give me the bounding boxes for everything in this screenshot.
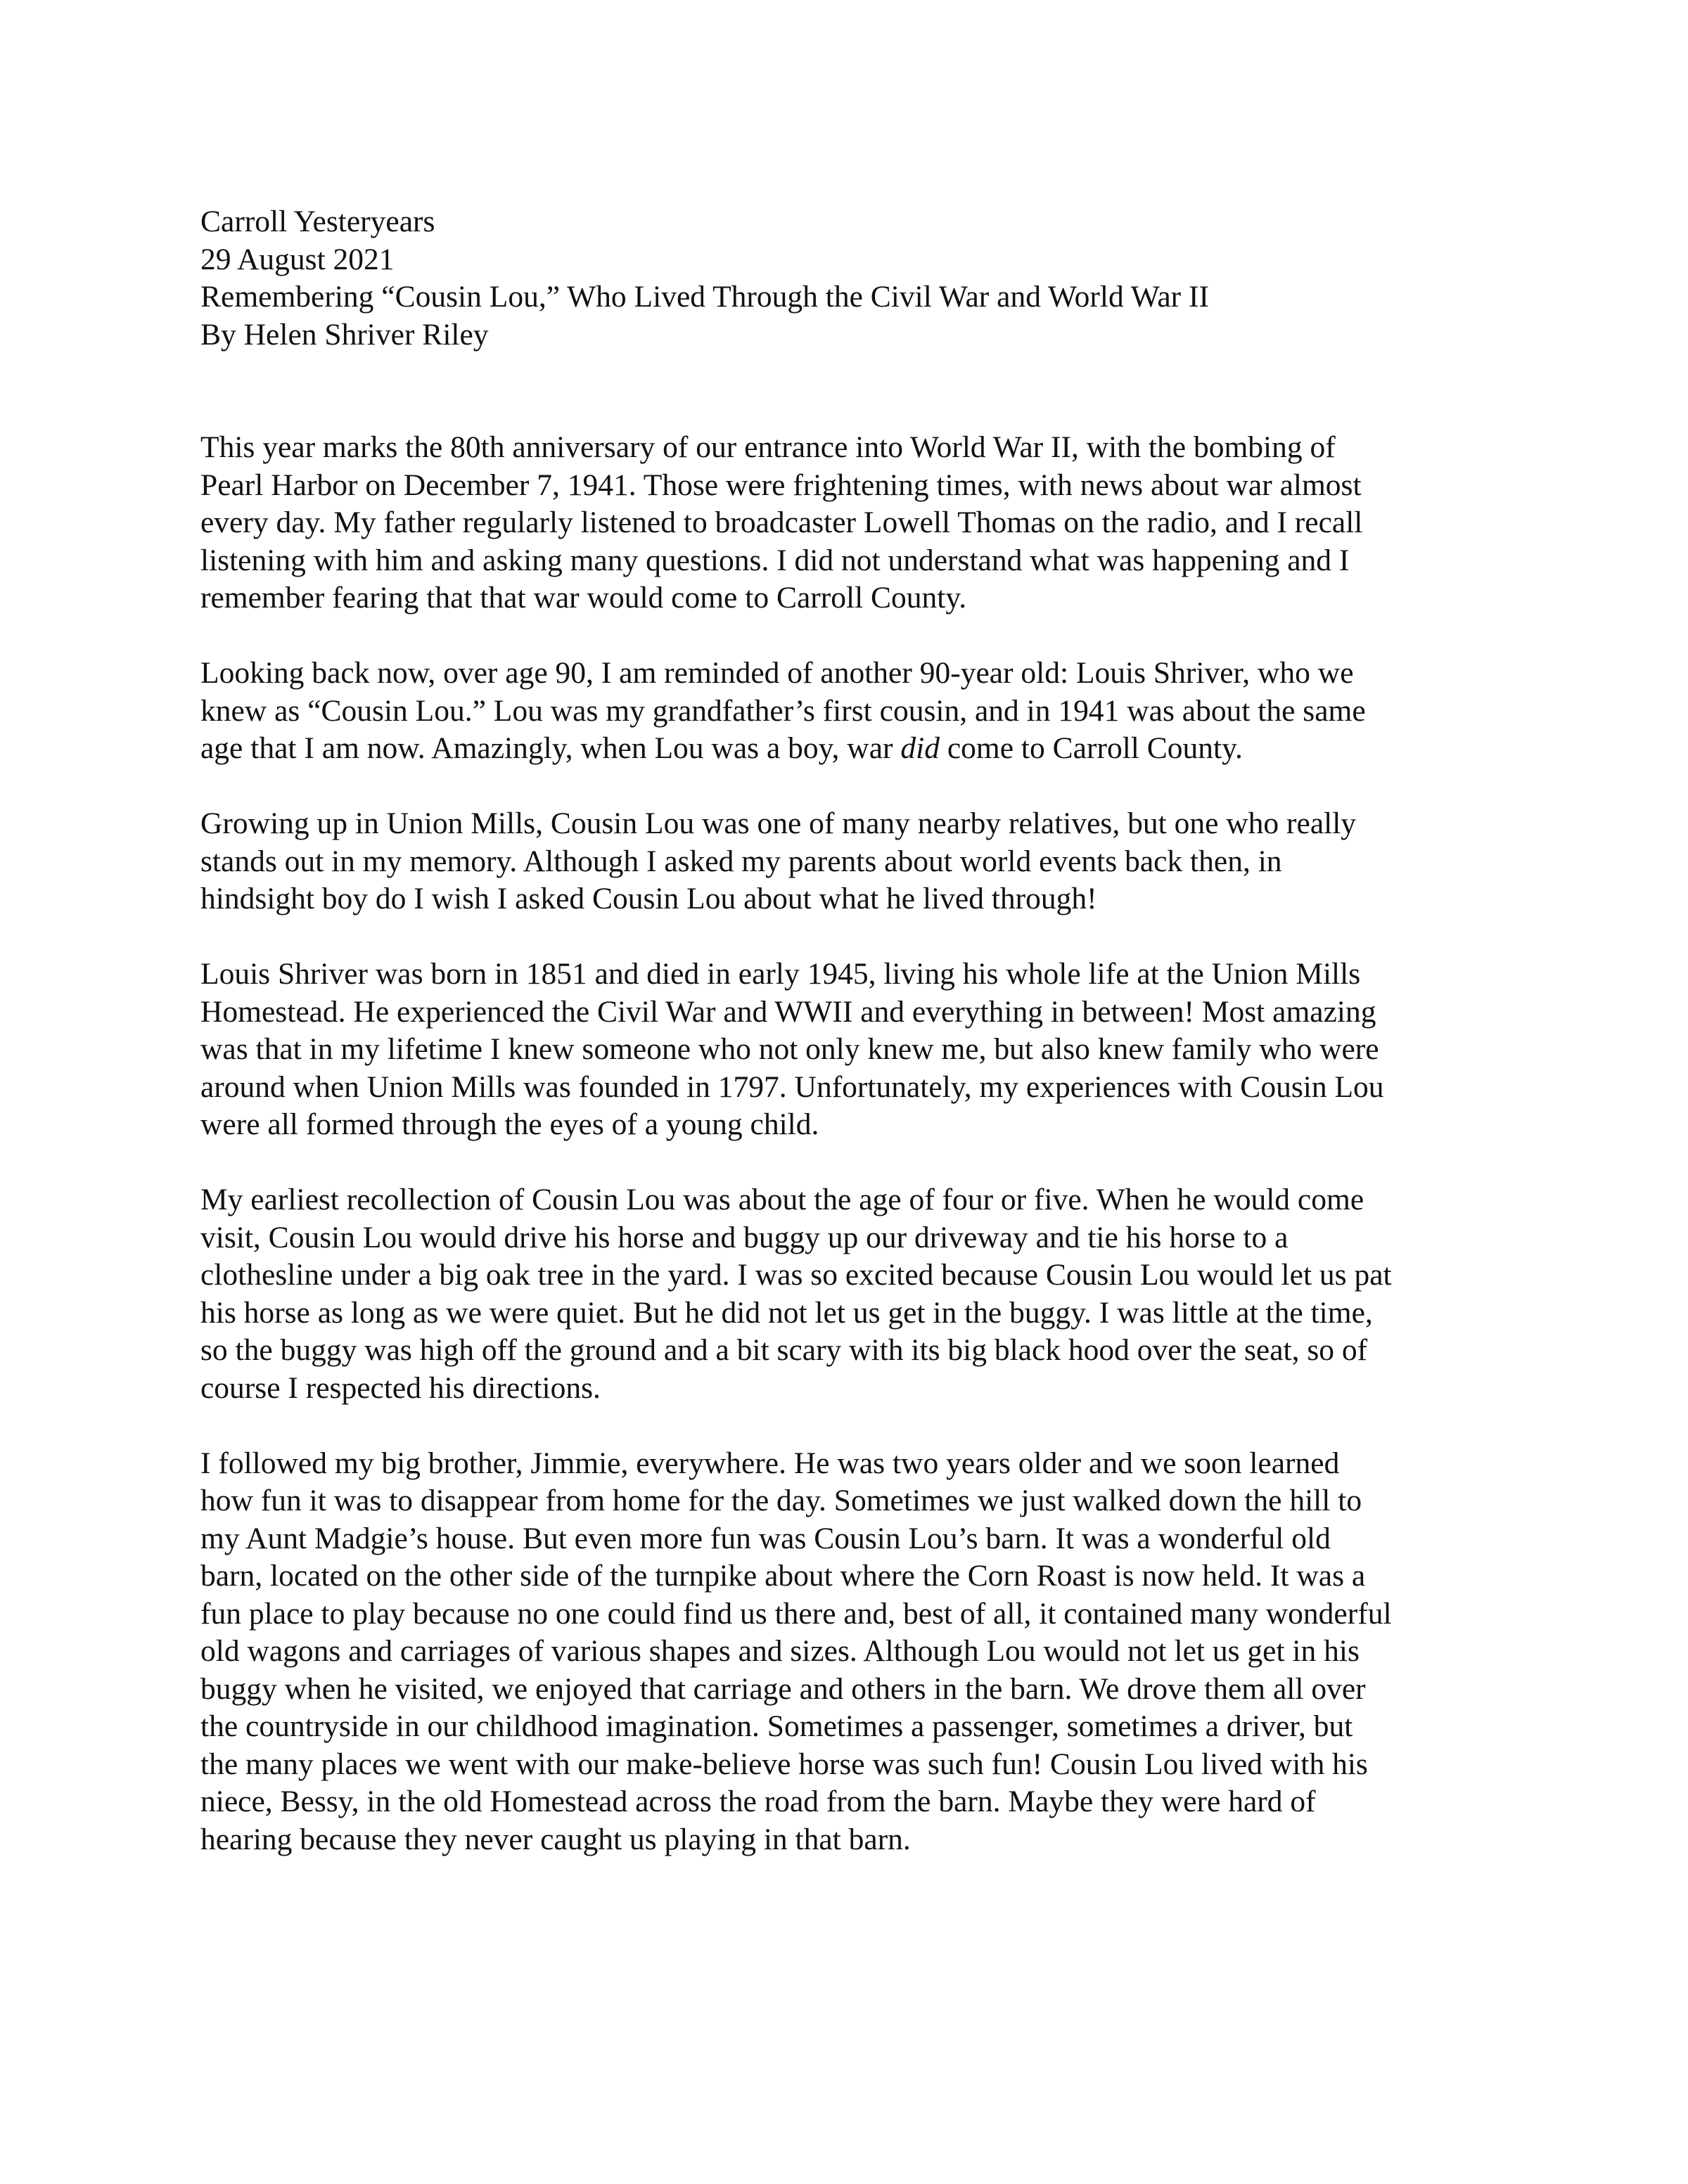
text-line: barn, located on the other side of the turnpike about where the Corn Roast is now held. It was a <box>200 1559 1366 1593</box>
text-line: were all formed through the eyes of a young child. <box>200 1107 819 1141</box>
paragraph-6 <box>200 1445 1509 1859</box>
article-title: Remembering “Cousin Lou,” Who Lived Through the Civil War and World War II <box>200 280 1209 314</box>
text-line: old wagons and carriages of various shapes and sizes. Although Lou would not let us get in his <box>200 1634 1360 1668</box>
text-line: my Aunt Madgie’s house. But even more fun was Cousin Lou’s barn. It was a wonderful old <box>200 1521 1331 1555</box>
text-line: hearing because they never caught us playing in that barn. <box>200 1822 911 1856</box>
article-date: 29 August 2021 <box>200 242 395 276</box>
article-header <box>200 203 1509 354</box>
text-line: remember fearing that that war would come to Carroll County. <box>200 581 967 615</box>
paragraph-2 <box>200 655 1509 768</box>
text-line: niece, Bessy, in the old Homestead across the road from the barn. Maybe they were hard of <box>200 1785 1316 1818</box>
text-line: My earliest recollection of Cousin Lou was about the age of four or five. When he would come <box>200 1183 1364 1216</box>
article-body <box>200 203 1509 1896</box>
italic-emphasis: did <box>900 731 940 765</box>
article-byline: By Helen Shriver Riley <box>200 317 489 352</box>
text-line: the many places we went with our make-believe horse was such fun! Cousin Lou lived with his <box>200 1747 1368 1781</box>
text-line: listening with him and asking many questions. I did not understand what was happening and I <box>200 543 1350 577</box>
text-line: Growing up in Union Mills, Cousin Lou was one of many nearby relatives, but one who really <box>200 807 1357 840</box>
text-line: stands out in my memory. Although I asked my parents about world events back then, in <box>200 844 1282 878</box>
text-line: hindsight boy do I wish I asked Cousin Lou about what he lived through! <box>200 882 1097 916</box>
text-line: how fun it was to disappear from home for the day. Sometimes we just walked down the hill to <box>200 1484 1362 1517</box>
text-line <box>200 730 1509 768</box>
text-line: I followed my big brother, Jimmie, everywhere. He was two years older and we soon learned <box>200 1446 1340 1480</box>
paragraph-3 <box>200 805 1509 918</box>
text-line: knew as “Cousin Lou.” Lou was my grandfather’s first cousin, and in 1941 was about the same <box>200 693 1366 728</box>
paragraph-4 <box>200 956 1509 1144</box>
text-line: Homestead. He experienced the Civil War and WWII and everything in between! Most amazing <box>200 994 1376 1029</box>
text-line: visit, Cousin Lou would drive his horse and buggy up our driveway and tie his horse to a <box>200 1220 1289 1254</box>
text-line: Looking back now, over age 90, I am reminded of another 90-year old: Louis Shriver, who we <box>200 656 1354 690</box>
text-segment: come to Carroll County. <box>939 731 1243 765</box>
text-line: fun place to play because no one could find us there and, best of all, it contained many wonderful <box>200 1596 1392 1631</box>
text-line: the countryside in our childhood imagination. Sometimes a passenger, sometimes a driver, but <box>200 1709 1353 1743</box>
paragraph-5 <box>200 1181 1509 1407</box>
text-line: was that in my lifetime I knew someone who not only knew me, but also knew family who were <box>200 1032 1379 1066</box>
text-line: Pearl Harbor on December 7, 1941. Those were frightening times, with news about war almost <box>200 468 1362 502</box>
text-line: Louis Shriver was born in 1851 and died in early 1945, living his whole life at the Union Mills <box>200 957 1361 991</box>
text-line: course I respected his directions. <box>200 1370 601 1405</box>
text-line: This year marks the 80th anniversary of our entrance into World War II, with the bombing of <box>200 430 1336 464</box>
text-segment: age that I am now. Amazingly, when Lou was a boy, war <box>200 731 901 765</box>
text-line: clothesline under a big oak tree in the yard. I was so excited because Cousin Lou would let us pat <box>200 1258 1392 1292</box>
publication-name: Carroll Yesteryears <box>200 205 435 238</box>
text-line: so the buggy was high off the ground and a bit scary with its big black hood over the seat, so of <box>200 1333 1368 1367</box>
text-line: every day. My father regularly listened to broadcaster Lowell Thomas on the radio, and I recall <box>200 506 1363 539</box>
text-line: buggy when he visited, we enjoyed that carriage and others in the barn. We drove them all over <box>200 1671 1366 1706</box>
text-line: around when Union Mills was founded in 1797. Unfortunately, my experiences with Cousin Lou <box>200 1069 1384 1104</box>
text-line: his horse as long as we were quiet. But he did not let us get in the buggy. I was little at the time, <box>200 1295 1373 1330</box>
paragraph-1 <box>200 429 1509 617</box>
